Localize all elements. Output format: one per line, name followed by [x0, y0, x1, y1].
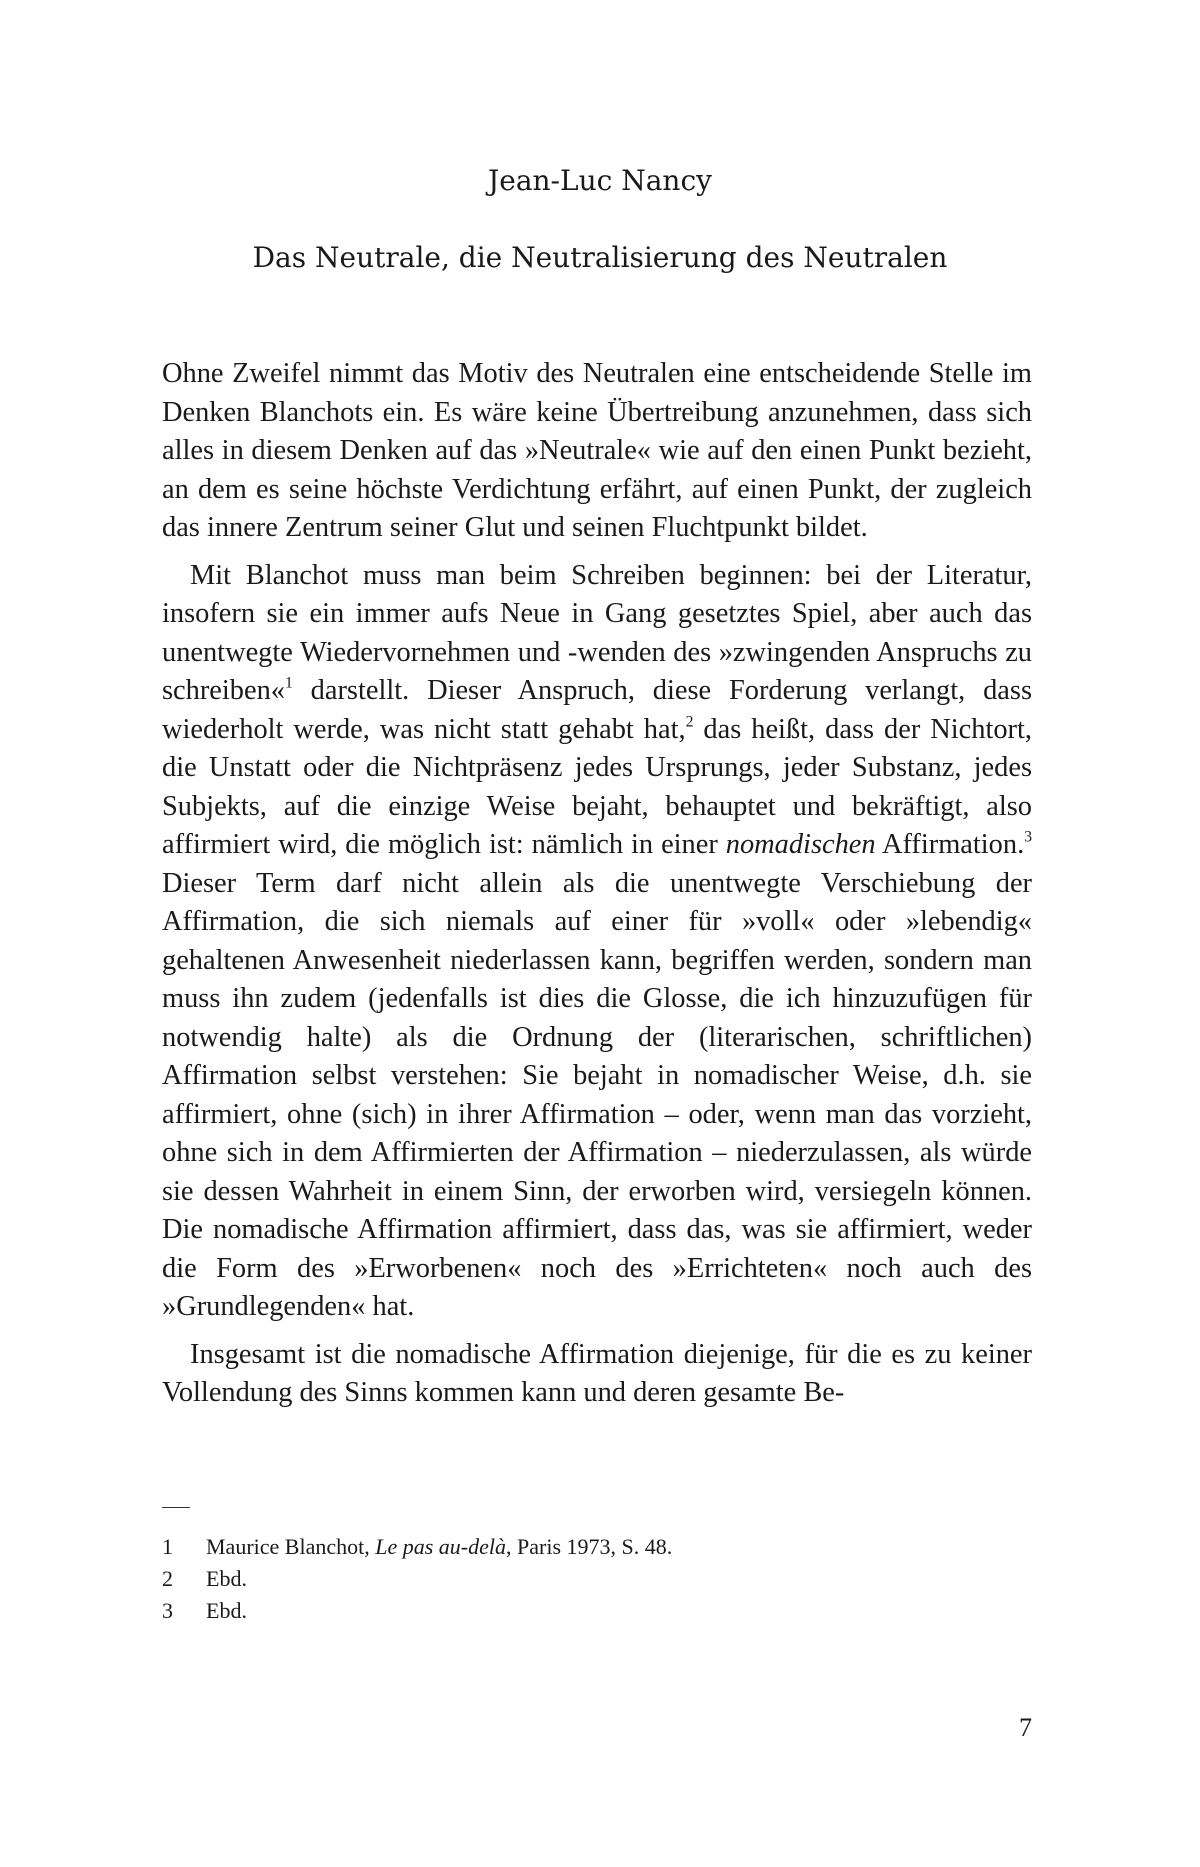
paragraph-2-segment: Dieser Term darf nicht allein als die unentwegte Verschiebung der Affirmation, die sich niemals auf einer für »voll« oder »lebendig« gehaltenen Anwesenheit niederlassen kann, begriffen werden, sondern man muss ihn zudem (jedenfalls ist dies die Glosse, die ich hinzuzufügen für notwendig halte) als die Ordnung der (literarischen, schriftlichen) Affirmation selbst verstehen: Sie bejaht in nomadischer Weise, d.h. sie affirmiert, ohne (sich) in ihrer Affirmation – oder, wenn man das vorzieht, ohne sich in dem Affirmierten der Affirmation – niederzulassen, als würde sie dessen Wahrheit in einem Sinn, der erworben wird, versiegeln können. Die nomadische Affirmation affirmiert, dass das, was sie affirmiert, weder die Form des »Erworbenen« noch des »Errichteten« noch auch des »Grundlegenden« hat. [162, 867, 1032, 1322]
paragraph-2-segment: darstellt. Dieser Anspruch, diese Forderung verlangt, dass wiederholt werde, was nicht statt gehabt hat, [162, 675, 1032, 745]
paragraph-2-segment: das heißt, dass der Nichtort, die Unstatt oder die Nichtpräsenz jedes Ursprungs, jeder Substanz, jedes Subjekts, auf die einzige Weise bejaht, behauptet und bekräftigt, also affirmiert wird, die möglich ist: nämlich in einer [162, 713, 1032, 860]
page-number: 7 [1019, 1713, 1032, 1742]
paragraph-1: Ohne Zweifel nimmt das Motiv des Neutralen eine entscheidende Stelle im Denken Blanchots ein. Es wäre keine Übertreibung anzunehmen, dass sich alles in diesem Denken auf das »Neutrale« wie auf den einen Punkt bezieht, an dem es seine höchste Verdichtung erfährt, auf einen Punkt, der zugleich das innere Zentrum seiner Glut und seinen Fluchtpunkt bildet. [162, 358, 1032, 543]
paragraph-2-segment: Mit Blanchot muss man beim Schreiben beginnen: bei der Literatur, insofern sie ein immer aufs Neue in Gang gesetztes Spiel, aber auch das unentwegte Wiedervornehmen und -wenden des »zwingenden Anspruchs zu schreiben« [162, 559, 1032, 706]
footnote-title: Le pas au-delà [375, 1534, 506, 1559]
footnote-divider [162, 1507, 190, 1508]
footnote-ref-2: 2 [685, 712, 694, 730]
footnote-3 [162, 1595, 1032, 1627]
footnotes [162, 1531, 1032, 1627]
emphasis-term: nomadischen [725, 829, 876, 860]
paragraph-2 [162, 557, 1032, 1327]
paragraph-2-segment: Affirmation. [875, 829, 1025, 860]
body-text [162, 355, 1032, 1413]
footnote-text-segment: Maurice Blanchot, [206, 1534, 376, 1559]
footnote-text: Ebd. [206, 1566, 247, 1591]
footnote-1 [162, 1531, 1032, 1563]
chapter-title: Das Neutrale, die Neutralisierung des Neutralen [252, 241, 948, 274]
paragraph-3: Insgesamt ist die nomadische Affirmation diejenige, für die es zu keiner Vollendung des Sinns kommen kann und deren gesamte Be- [162, 1338, 1032, 1408]
author-name: Jean-Luc Nancy [488, 164, 712, 197]
footnote-number: 2 [162, 1566, 173, 1591]
footnote-text [206, 1531, 672, 1563]
footnote-2 [162, 1563, 1032, 1595]
footnote-text: Ebd. [206, 1598, 247, 1623]
footnote-number: 3 [162, 1598, 173, 1623]
footnote-text-segment: , Paris 1973, S. 48. [506, 1534, 673, 1559]
footnote-number: 1 [162, 1534, 173, 1559]
footnote-ref-3: 3 [1024, 828, 1032, 846]
footnote-ref-1: 1 [284, 674, 293, 692]
